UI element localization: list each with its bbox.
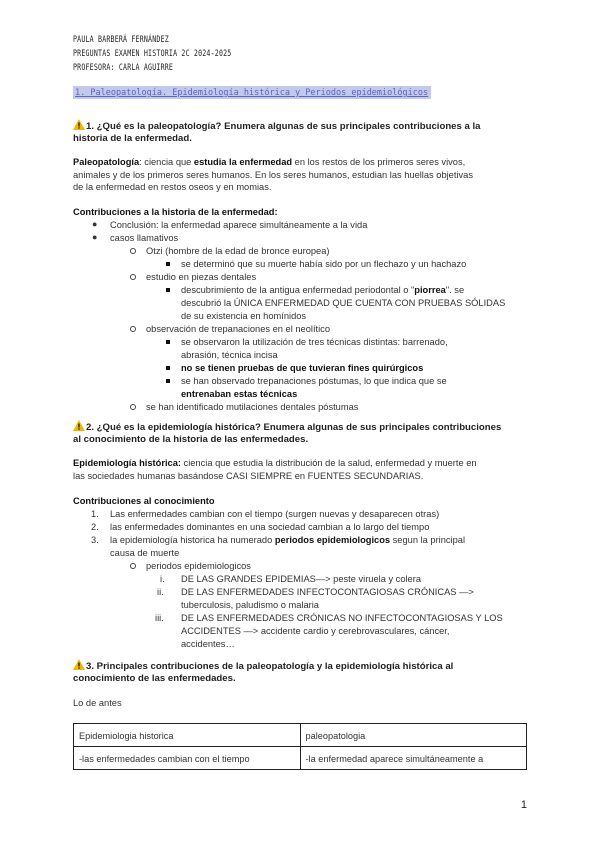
question-3 xyxy=(73,659,533,686)
q3-note: Lo de antes xyxy=(73,698,122,708)
question-1 xyxy=(73,119,533,146)
square-bullet xyxy=(166,262,170,266)
period-3-line3: accidentes… xyxy=(181,639,235,649)
numbered-item-3-a: la epidemiología historica ha numerado xyxy=(110,535,275,545)
question-3-line2: conocimiento de las enfermedades. xyxy=(73,673,236,685)
otzi-detail: se determinó que su muerte había sido por un flechazo y un hachazo xyxy=(181,259,467,269)
square-bullet xyxy=(166,379,170,383)
dental-detail-b: ". se xyxy=(445,285,465,295)
question-2-line1: 2. ¿Qué es la epidemiología histórica? Enumera algunas de sus principales contribuciones xyxy=(86,422,502,433)
square-bullet xyxy=(166,288,170,292)
question-3-line1: 3. Principales contribuciones de la paleopatología y la epidemiología histórica al xyxy=(86,661,454,672)
circle-bullet xyxy=(130,563,136,569)
table-header-cell: Epidemiologia historica xyxy=(74,724,301,747)
comparison-table xyxy=(73,723,527,770)
roman-numeral: i. xyxy=(160,574,165,584)
trepanation-item: observación de trepanaciones en el neolítico xyxy=(146,324,330,334)
roman-numeral: ii. xyxy=(157,587,164,597)
definition-line3: de la enfermedad en restos oseos y en momias. xyxy=(73,182,272,193)
square-bullet xyxy=(166,366,170,370)
otzi-item: Otzi (hombre de la edad de bronce europea) xyxy=(146,246,330,256)
numbered-item-3-line2: causa de muerte xyxy=(110,548,180,558)
table-cell: -las enfermedades cambian con el tiempo xyxy=(74,747,301,770)
bullet-casos: casos llamativos xyxy=(110,233,179,243)
dental-detail-line1 xyxy=(181,284,464,297)
definition-bold: estudia la enfermedad xyxy=(193,157,293,167)
periodos-bold: periodos epidemiologicos xyxy=(274,535,391,545)
period-2-line2: tuberculosis, paludismo o malaria xyxy=(181,600,319,610)
contrib-heading-2-text: Contribuciones al conocimiento xyxy=(73,496,215,506)
definition-term: Paleopatología xyxy=(73,157,140,167)
warning-icon xyxy=(73,420,85,431)
mutilation-item: se han identificado mutilaciones dentales póstumas xyxy=(146,402,359,412)
table-row xyxy=(74,724,527,747)
period-2-line1: DE LAS ENFERMEDADES INFECTOCONTAGIOSAS CRÓNICAS —> xyxy=(181,587,474,597)
question-1-line2: historia de la enfermedad. xyxy=(73,133,192,145)
table-header-cell: paleopatologia xyxy=(300,724,527,747)
dental-detail-line3: de su existencia en homínidos xyxy=(181,311,307,321)
table-row xyxy=(74,747,527,770)
list-number: 2. xyxy=(91,522,99,532)
trepanation-detail-1a: se observaron la utilización de tres técnicas distintas: barrenado, xyxy=(181,337,448,347)
piorrea-bold: piorrea xyxy=(414,285,446,295)
teacher-line: PROFESORA: CARLA AGUIRRE xyxy=(73,62,174,73)
numbered-item-1: Las enfermedades cambian con el tiempo (surgen nuevas y desaparecen otras) xyxy=(110,509,440,519)
circle-bullet xyxy=(130,248,136,254)
dental-detail-line2: descubrió la ÚNICA ENFERMEDAD QUE CUENTA CON PRUEBAS SÓLIDAS xyxy=(181,298,506,308)
epidemiologia-definition xyxy=(73,457,533,482)
definition-term-2: Epidemiología histórica: xyxy=(73,458,181,468)
trepanation-detail-1b: abrasión, técnica incisa xyxy=(181,350,278,360)
trepanation-detail-3b: entrenaban estas técnicas xyxy=(181,389,298,399)
question-2-line2: al conocimiento de la historia de las enfermedades. xyxy=(73,434,309,446)
author-name: PAULA BARBERÁ FERNÁNDEZ xyxy=(73,34,169,45)
question-1-line1: 1. ¿Qué es la paleopatología? Enumera algunas de sus principales contribuciones a la xyxy=(86,121,481,132)
trepanation-detail-3a: se han observado trepanaciones póstumas, lo que indica que se xyxy=(181,376,447,386)
numbered-item-3 xyxy=(110,534,465,547)
periods-item: periodos epidemiologicos xyxy=(146,561,251,571)
list-number: 1. xyxy=(91,509,99,519)
definition-text-2: en los restos de los primeros seres vivos, xyxy=(292,157,466,167)
dental-item: estudio en piezas dentales xyxy=(146,272,257,282)
bullet-conclusion: Conclusión: la enfermedad aparece simultáneamente a la vida xyxy=(110,220,368,230)
list-number: 3. xyxy=(91,535,99,545)
numbered-item-2: las enfermedades dominantes en una sociedad cambian a lo largo del tiempo xyxy=(110,522,430,532)
warning-icon xyxy=(73,119,85,130)
circle-bullet xyxy=(130,274,136,280)
question-2 xyxy=(73,420,533,447)
circle-bullet xyxy=(130,326,136,332)
trepanation-detail-2: no se tienen pruebas de que tuvieran fines quirúrgicos xyxy=(181,363,424,373)
definition-line2: animales y de los primeros seres humanos. En los seres humanos, estudian las huellas objetivas xyxy=(73,169,473,180)
course-line: PREGUNTAS EXAMEN HISTORIA 2C 2024-2025 xyxy=(73,48,232,59)
contrib-heading-1-text: Contribuciones a la historia de la enfermedad: xyxy=(73,207,278,217)
page-number: 1 xyxy=(520,799,527,811)
contrib-heading-1 xyxy=(73,206,533,219)
period-3-line2: ACCIDENTES —> accidente cardio y cerebrovasculares, cáncer, xyxy=(181,626,450,636)
square-bullet xyxy=(166,340,170,344)
warning-icon xyxy=(73,659,85,670)
dental-detail-a: descubrimiento de la antigua enfermedad periodontal o " xyxy=(181,285,415,295)
contrib-heading-2 xyxy=(73,495,533,508)
period-1: DE LAS GRANDES EPIDEMIAS—> peste viruela y colera xyxy=(181,574,421,584)
definition-text-q2: ciencia que estudia la distribución de la salud, enfermedad y muerte en xyxy=(180,458,477,468)
bullet-dot: ● xyxy=(92,219,98,229)
definition-line2-q2: las sociedades humanas basándose CASI SIEMPRE en FUENTES SECUNDARIAS. xyxy=(73,470,424,481)
paleopatologia-definition xyxy=(73,156,533,194)
circle-bullet xyxy=(130,404,136,410)
table-cell: -la enfermedad aparece simultáneamente a xyxy=(300,747,527,770)
definition-text: : ciencia que xyxy=(139,157,194,167)
section-title: 1. Paleopatología. Epidemiología histórica y Periodos epidemiológicos xyxy=(73,86,431,99)
period-3-line1: DE LAS ENFERMEDADES CRÓNICAS NO INFECTOCONTAGIOSAS Y LOS xyxy=(181,613,503,623)
roman-numeral: iii. xyxy=(155,613,164,623)
bullet-dot: ● xyxy=(92,232,98,242)
numbered-item-3-b: segun la principal xyxy=(390,535,466,545)
